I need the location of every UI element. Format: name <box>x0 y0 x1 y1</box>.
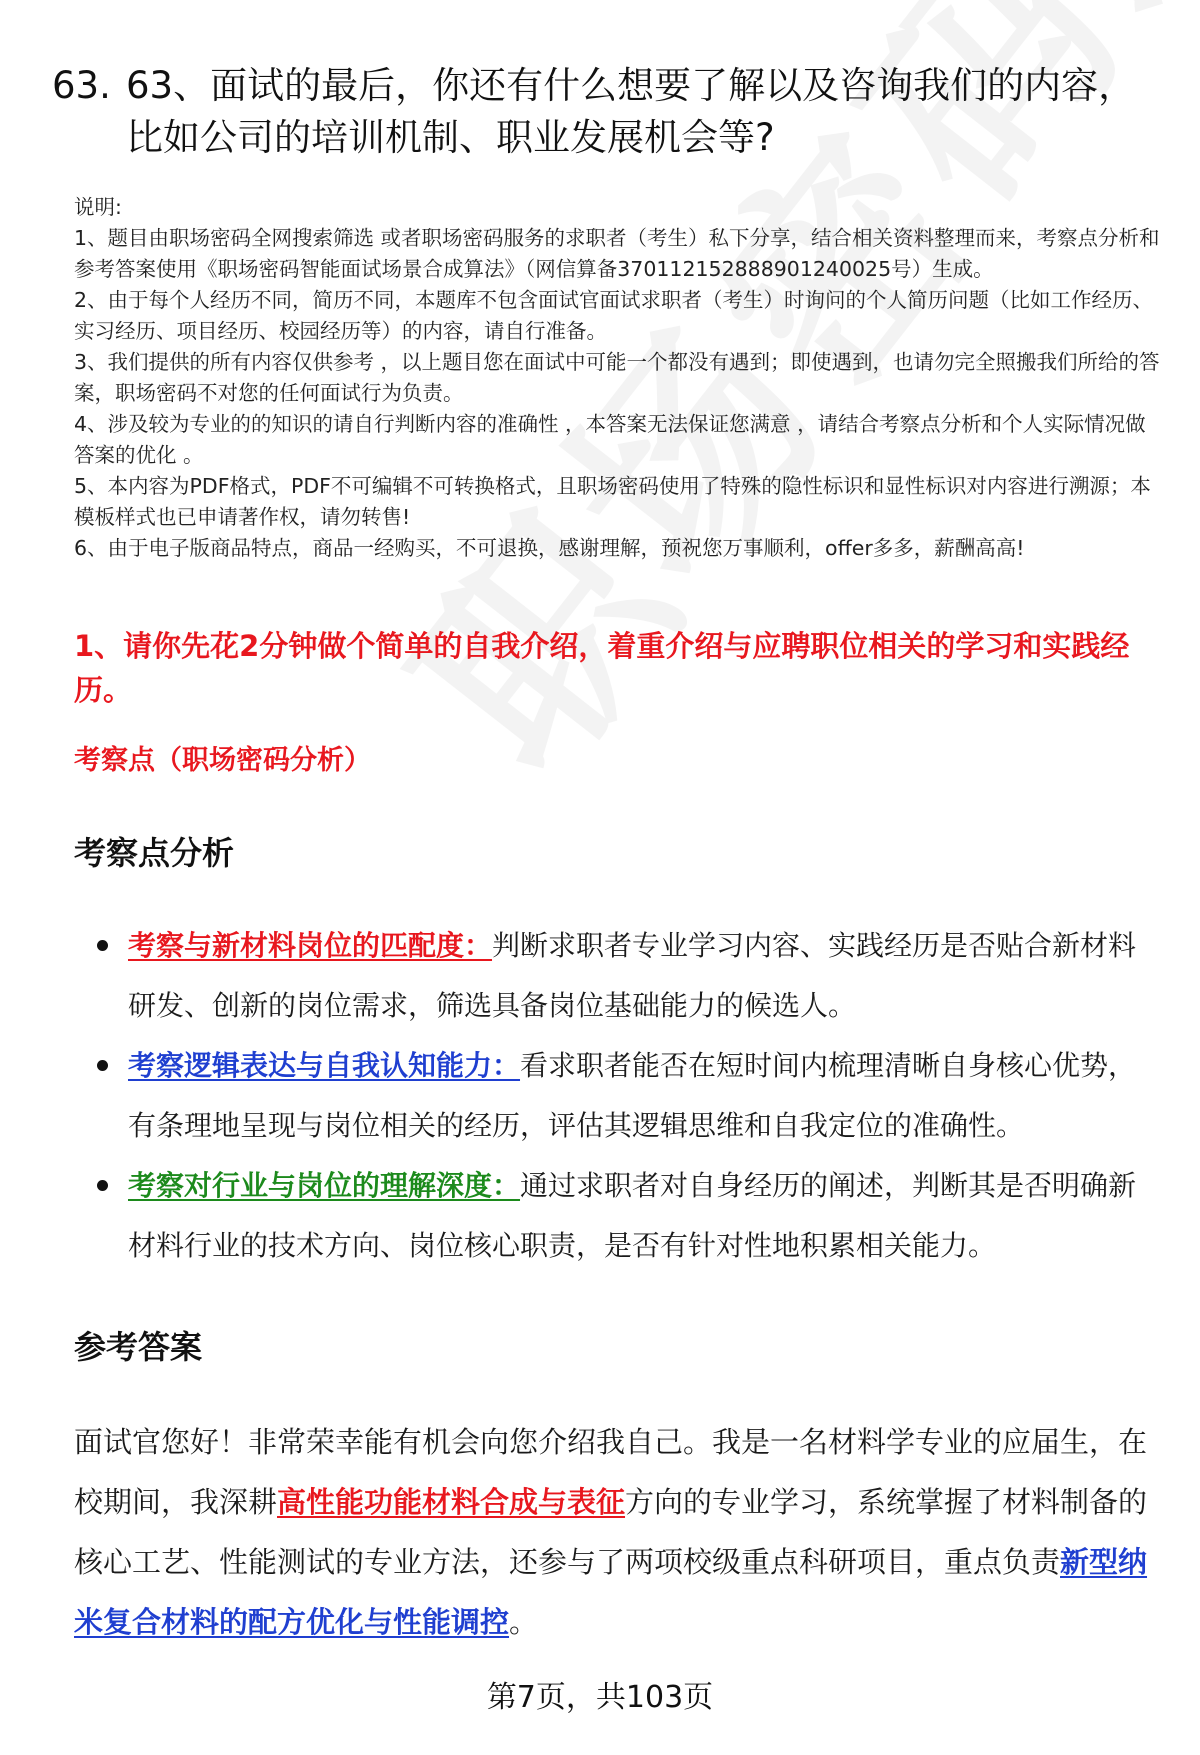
question-number: 63. <box>52 64 111 107</box>
answer-heading: 参考答案 <box>74 1328 203 1366</box>
analysis-label: 考察点（职场密码分析） <box>74 745 371 776</box>
notes-line: 4、涉及较为专业的的知识的请自行判断内容的准确性 ，本答案无法保证您满意 ，请结合考察点分析和个人实际情况做答案的优化 。 <box>74 412 1146 467</box>
bullet-dot-icon <box>97 1060 108 1071</box>
answer-highlight: 高性能功能材料合成与表征 <box>277 1485 626 1519</box>
notes-line: 3、我们提供的所有内容仅供参考 ，以上题目您在面试中可能一个都没有遇到；即使遇到，也请勿完全照搬我们所给的答案，职场密码不对您的任何面试行为负责。 <box>74 350 1160 405</box>
question-title <box>52 60 1162 164</box>
bullet-item <box>74 1036 1164 1156</box>
bullet-text: 通过求职者对自身经历的阐述，判断其是否明确新材料行业的技术方向、岗位核心职责，是否有针对性地积累相关能力。 <box>128 1169 1137 1262</box>
bullet-text: 看求职者能否在短时间内梳理清晰自身核心优势，有条理地呈现与岗位相关的经历，评估其逻辑思维和自我定位的准确性。 <box>128 1049 1137 1142</box>
answer-highlight: 新型纳米复合材料的配方优化与性能调控 <box>74 1545 1148 1639</box>
bullet-text: 判断求职者专业学习内容、实践经历是否贴合新材料研发、创新的岗位需求，筛选具备岗位基础能力的候选人。 <box>128 929 1137 1022</box>
notes-line: 2、由于每个人经历不同，简历不同，本题库不包含面试官面试求职者（考生）时询问的个人简历问题（比如工作经历、实习经历、项目经历、校园经历等）的内容，请自行准备。 <box>74 288 1154 343</box>
question-text: 63、面试的最后，你还有什么想要了解以及咨询我们的内容，比如公司的培训机制、职业发展机会等? <box>126 64 1136 159</box>
notes-line: 说明: <box>74 195 122 219</box>
answer-text: 面试官您好！非常荣幸能有机会向您介绍我自己。我是一名材料学专业的应届生，在校期间，我深耕 <box>74 1425 1148 1519</box>
notes-line: 5、本内容为PDF格式，PDF不可编辑不可转换格式，且职场密码使用了特殊的隐性标识和显性标识对内容进行溯源；本模板样式也已申请著作权，请勿转售! <box>74 474 1151 529</box>
answer-text: 。 <box>509 1605 539 1639</box>
bullet-dot-icon <box>97 1180 108 1191</box>
bullet-item <box>74 1156 1164 1276</box>
notes-line: 1、题目由职场密码全网搜索筛选 或者职场密码服务的求职者（考生）私下分享，结合相关资料整理而来，考察点分析和参考答案使用《职场密码智能面试场景合成算法》（网信算备370112152888901240025号）生成。 <box>74 226 1160 281</box>
bullet-keyword: 考察与新材料岗位的匹配度： <box>128 929 493 962</box>
notes-line: 6、由于电子版商品特点，商品一经购买，不可退换，感谢理解，预祝您万事顺利，offer多多，薪酬高高! <box>74 536 1025 560</box>
notes-block <box>74 192 1164 564</box>
bullet-keyword: 考察对行业与岗位的理解深度： <box>128 1169 521 1202</box>
analysis-heading: 考察点分析 <box>74 834 235 872</box>
bullet-dot-icon <box>97 940 108 951</box>
bullet-keyword: 考察逻辑表达与自我认知能力： <box>128 1049 521 1082</box>
analysis-bullets <box>74 916 1164 1276</box>
sub-question: 1、请你先花2分钟做个简单的自我介绍，着重介绍与应聘职位相关的学习和实践经历。 <box>74 629 1130 707</box>
page-footer: 第7页，共103页 <box>486 1680 714 1715</box>
answer-text: 方向的专业学习，系统掌握了材料制备的核心工艺、性能测试的专业方法，还参与了两项校级重点科研项目，重点负责 <box>74 1485 1148 1579</box>
bullet-item <box>74 916 1164 1036</box>
answer-paragraph <box>74 1412 1164 1652</box>
